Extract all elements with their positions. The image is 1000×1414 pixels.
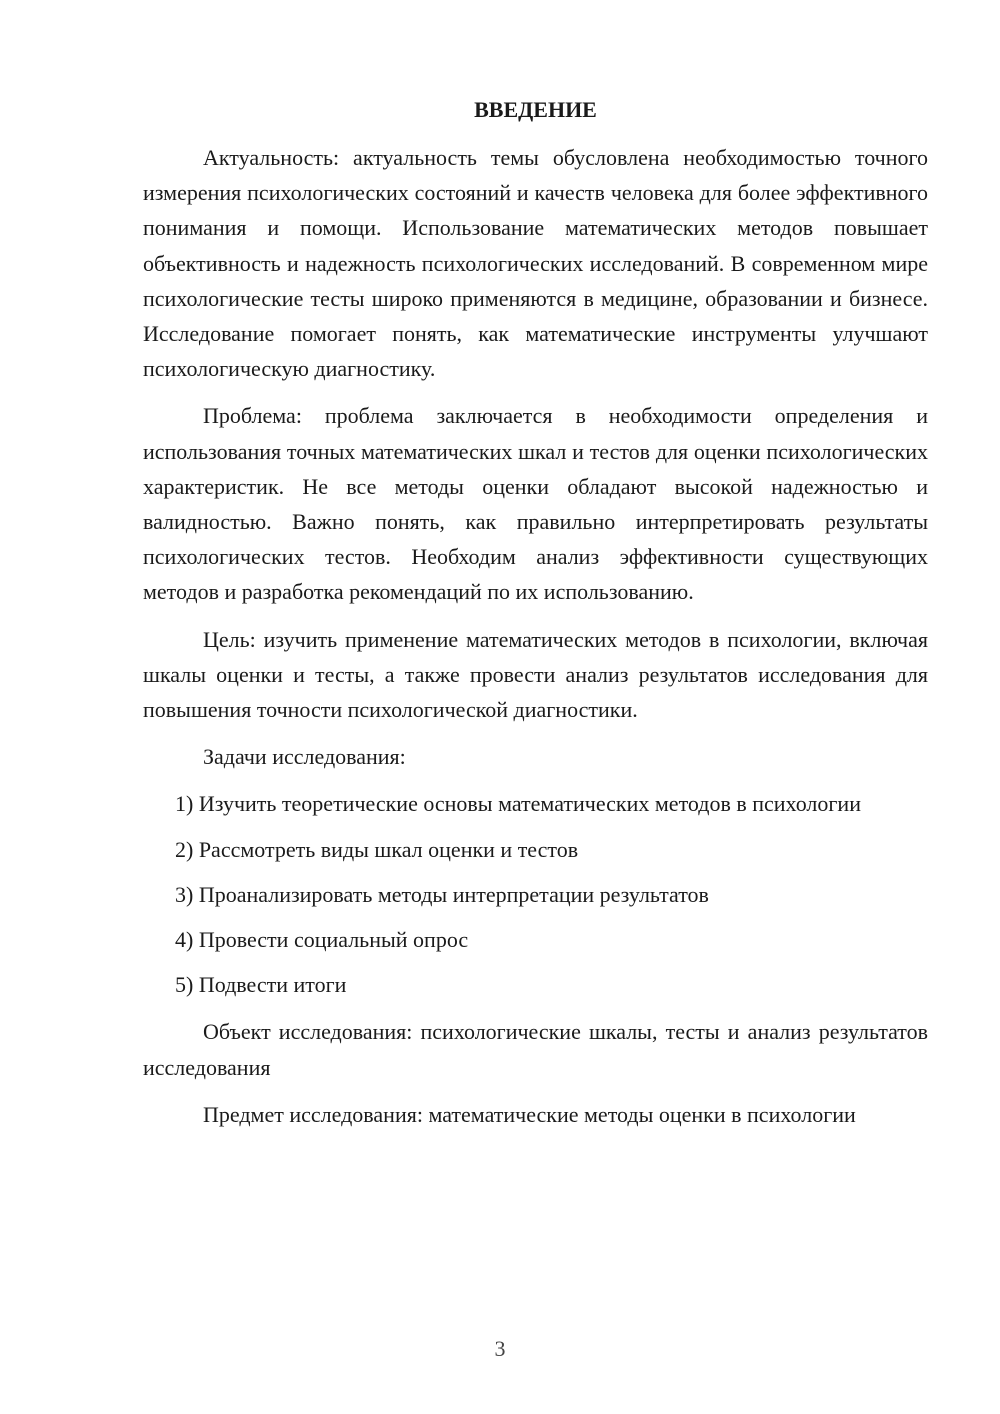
task-item: 2) Рассмотреть виды шкал оценки и тестов xyxy=(175,836,579,862)
page-number: 3 xyxy=(494,1336,506,1361)
task-item: 4) Провести социальный опрос xyxy=(175,927,469,953)
paragraph-relevance: Актуальность: актуальность темы обусловлена необходимостью точного измерения психологических состояний и качеств человека для более эффективного понимания и помощи. Использование математических методов повышает объективность и надежность психологических исследований. В современном мире психологические тесты широко применяются в медицине, образовании и бизнесе. Исследование помогает понять, как математические инструменты улучшают психологическую диагностику. xyxy=(143,145,928,382)
document-page xyxy=(143,94,928,1132)
page-title: ВВЕДЕНИЕ xyxy=(474,97,597,122)
task-item: 1) Изучить теоретические основы математических методов в психологии xyxy=(175,791,861,817)
task-item: 3) Проанализировать методы интерпретации результатов xyxy=(175,881,709,907)
paragraph-object: Объект исследования: психологические шкалы, тесты и анализ результатов исследования xyxy=(143,1019,928,1080)
paragraph-goal: Цель: изучить применение математических методов в психологии, включая шкалы оценки и тесты, а также провести анализ результатов исследования для повышения точности психологической диагностики. xyxy=(143,626,928,723)
paragraph-subject: Предмет исследования: математические методы оценки в психологии xyxy=(203,1101,856,1127)
task-item: 5) Подвести итоги xyxy=(175,972,347,998)
tasks-title: Задачи исследования: xyxy=(203,744,406,770)
paragraph-problem: Проблема: проблема заключается в необходимости определения и использования точных математических шкал и тестов для оценки психологических характеристик. Не все методы оценки обладают высокой надежностью и валидностью. Важно понять, как правильно интерпретировать результаты психологических тестов. Необходим анализ эффективности существующих методов и разработка рекомендаций по их использованию. xyxy=(143,403,928,605)
